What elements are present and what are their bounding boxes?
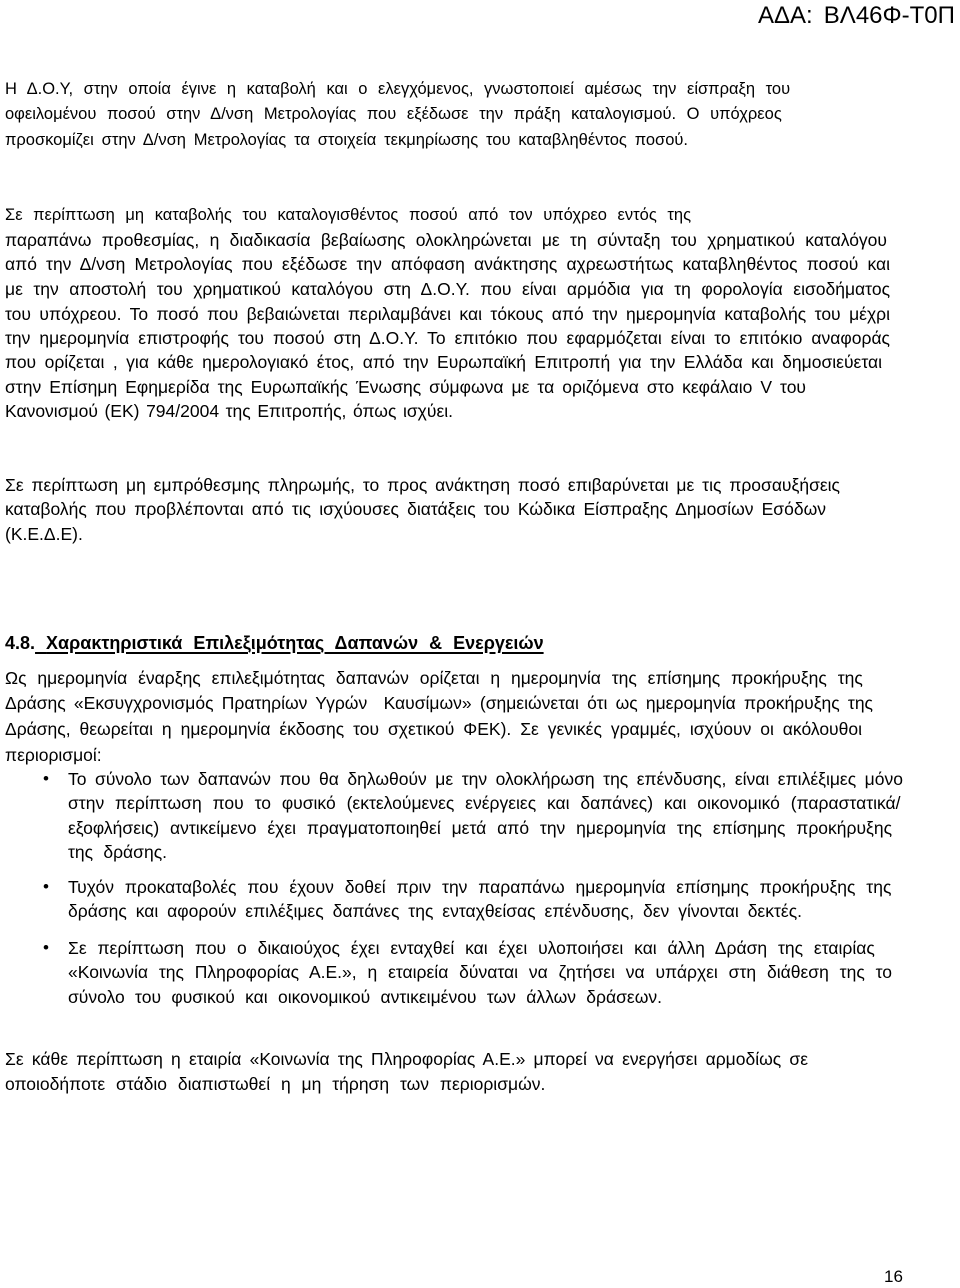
bullet-icon: • [43, 769, 49, 788]
restriction-item-line: σύνολο του φυσικού και οικονομικού αντικειμένου των άλλων δράσεων. [68, 987, 662, 1007]
closing-paragraph-line: οποιοδήποτε στάδιο διαπιστωθεί η μη τήρηση των περιορισμών. [5, 1074, 546, 1094]
non-payment-paragraph-line: Σε περίπτωση μη καταβολής του καταλογισθέντος ποσού από τον υπόχρεο εντός της [5, 206, 692, 224]
bullet-icon: • [43, 877, 49, 896]
closing-paragraph-line: Σε κάθε περίπτωση η εταιρία «Κοινωνία της Πληροφορίας Α.Ε.» μπορεί να ενεργήσει αρμοδίως σε [5, 1049, 808, 1069]
late-payment-paragraph-line: καταβολής που προβλέπονται από τις ισχύουσες διατάξεις του Κώδικα Είσπραξης Δημοσίων Εσόδων [5, 499, 826, 519]
restriction-item-line: εξοφλήσεις) αντικείμενο έχει πραγματοποιηθεί μετά από την ημερομηνία της επίσημης προκήρυξης [68, 818, 893, 838]
non-payment-paragraph-line: Κανονισμού (ΕΚ) 794/2004 της Επιτροπής, όπως ισχύει. [5, 401, 453, 421]
restriction-item-line: δράσης και αφορούν επιλέξιμες δαπάνες της ενταχθείσας επένδυσης, δεν γίνονται δεκτές. [68, 901, 802, 921]
restriction-item-line: στην περίπτωση που το φυσικό (εκτελούμενες ενέργειες και δαπάνες) και οικονομικό (παραστατικά/ [68, 793, 901, 813]
bullet-icon: • [43, 938, 49, 957]
non-payment-paragraph-line: παραπάνω προθεσμίας, η διαδικασία βεβαίωσης ολοκληρώνεται με τη σύνταξη του χρηματικού καταλόγου [5, 230, 887, 250]
non-payment-paragraph-line: από την Δ/νση Μετρολογίας που εξέδωσε την απόφαση ανάκτησης αχρεωστήτως καταβληθέντος ποσού και [5, 254, 891, 274]
section-title-underline [35, 633, 544, 653]
non-payment-paragraph-line: την ημερομηνία επιστροφής του ποσού στη Δ.Ο.Υ. Το επιτόκιο που εφαρμόζεται είναι το επιτόκιο αναφοράς [5, 328, 890, 348]
page-number: 16 [884, 1267, 903, 1286]
non-payment-paragraph-line: με την αποστολή του χρηματικού καταλόγου στη Δ.Ο.Υ. που είναι αρμόδια για τη φορολογία εισοδήματος [5, 279, 891, 299]
section-title: Χαρακτηριστικά Επιλεξιμότητας Δαπανών & Ενεργειών [46, 633, 544, 653]
restriction-item-line: Τυχόν προκαταβολές που έχουν δοθεί πριν την παραπάνω ημερομηνία επίσημης προκήρυξης της [68, 877, 892, 897]
restriction-item-line: της δράσης. [68, 842, 167, 862]
restriction-item-line: Το σύνολο των δαπανών που θα δηλωθούν με την ολοκλήρωση της επένδυσης, είναι επιλέξιμες μόνο [68, 769, 903, 789]
notification-paragraph-line: Η Δ.Ο.Υ, στην οποία έγινε η καταβολή και ο ελεγχόμενος, γνωστοποιεί αμέσως την είσπραξη του [5, 80, 791, 98]
ada-code: ΑΔΑ: ΒΛ46Φ-Τ0Π [758, 2, 955, 29]
eligibility-intro-line: Ως ημερομηνία έναρξης επιλεξιμότητας δαπανών ορίζεται η ημερομηνία της επίσημης προκήρυξης της [5, 668, 863, 688]
eligibility-intro-line: Δράσης «Εκσυγχρονισμός Πρατηρίων Υγρών Καυσίμων» (σημειώνεται ότι ως ημερομηνία προκήρυξης της [5, 693, 873, 713]
restriction-item-line: Σε περίπτωση που ο δικαιούχος έχει ενταχθεί και έχει υλοποιήσει και άλλη Δράση της εταιρίας [68, 938, 875, 958]
non-payment-paragraph-line: του υπόχρεου. Το ποσό που βεβαιώνεται περιλαμβάνει και τόκους από την ημερομηνία καταβολής του μέχρι [5, 304, 890, 324]
non-payment-paragraph-line: που ορίζεται , για κάθε ημερολογιακό έτος, από την Ευρωπαϊκή Επιτροπή για την Ελλάδα και δημοσιεύεται [5, 352, 882, 372]
section-number: 4.8. [5, 633, 36, 653]
eligibility-intro-line: περιορισμοί: [5, 745, 102, 765]
eligibility-intro-line: Δράσης, θεωρείται η ημερομηνία έκδοσης του σχετικού ΦΕΚ). Σε γενικές γραμμές, ισχύουν οι ακόλουθοι [5, 719, 862, 739]
notification-paragraph-line: προσκομίζει στην Δ/νση Μετρολογίας τα στοιχεία τεκμηρίωσης του καταβληθέντος ποσού. [5, 131, 688, 149]
section-heading [5, 631, 550, 655]
late-payment-paragraph-line: (Κ.Ε.Δ.Ε). [5, 524, 83, 544]
non-payment-paragraph-line: στην Επίσημη Εφημερίδα της Ευρωπαϊκής Ένωσης σύμφωνα με τα οριζόμενα στο κεφάλαιο V του [5, 377, 806, 397]
restriction-item-line: «Κοινωνία της Πληροφορίας Α.Ε.», η εταιρεία δύναται να ζητήσει να υπάρχει στη διάθεση της το [68, 962, 893, 982]
late-payment-paragraph-line: Σε περίπτωση μη εμπρόθεσμης πληρωμής, το προς ανάκτηση ποσό επιβαρύνεται με τις προσαυξήσεις [5, 475, 840, 495]
notification-paragraph-line: οφειλομένου ποσού στην Δ/νση Μετρολογίας που εξέδωσε την πράξη καταλογισμού. Ο υπόχρεος [5, 105, 782, 123]
